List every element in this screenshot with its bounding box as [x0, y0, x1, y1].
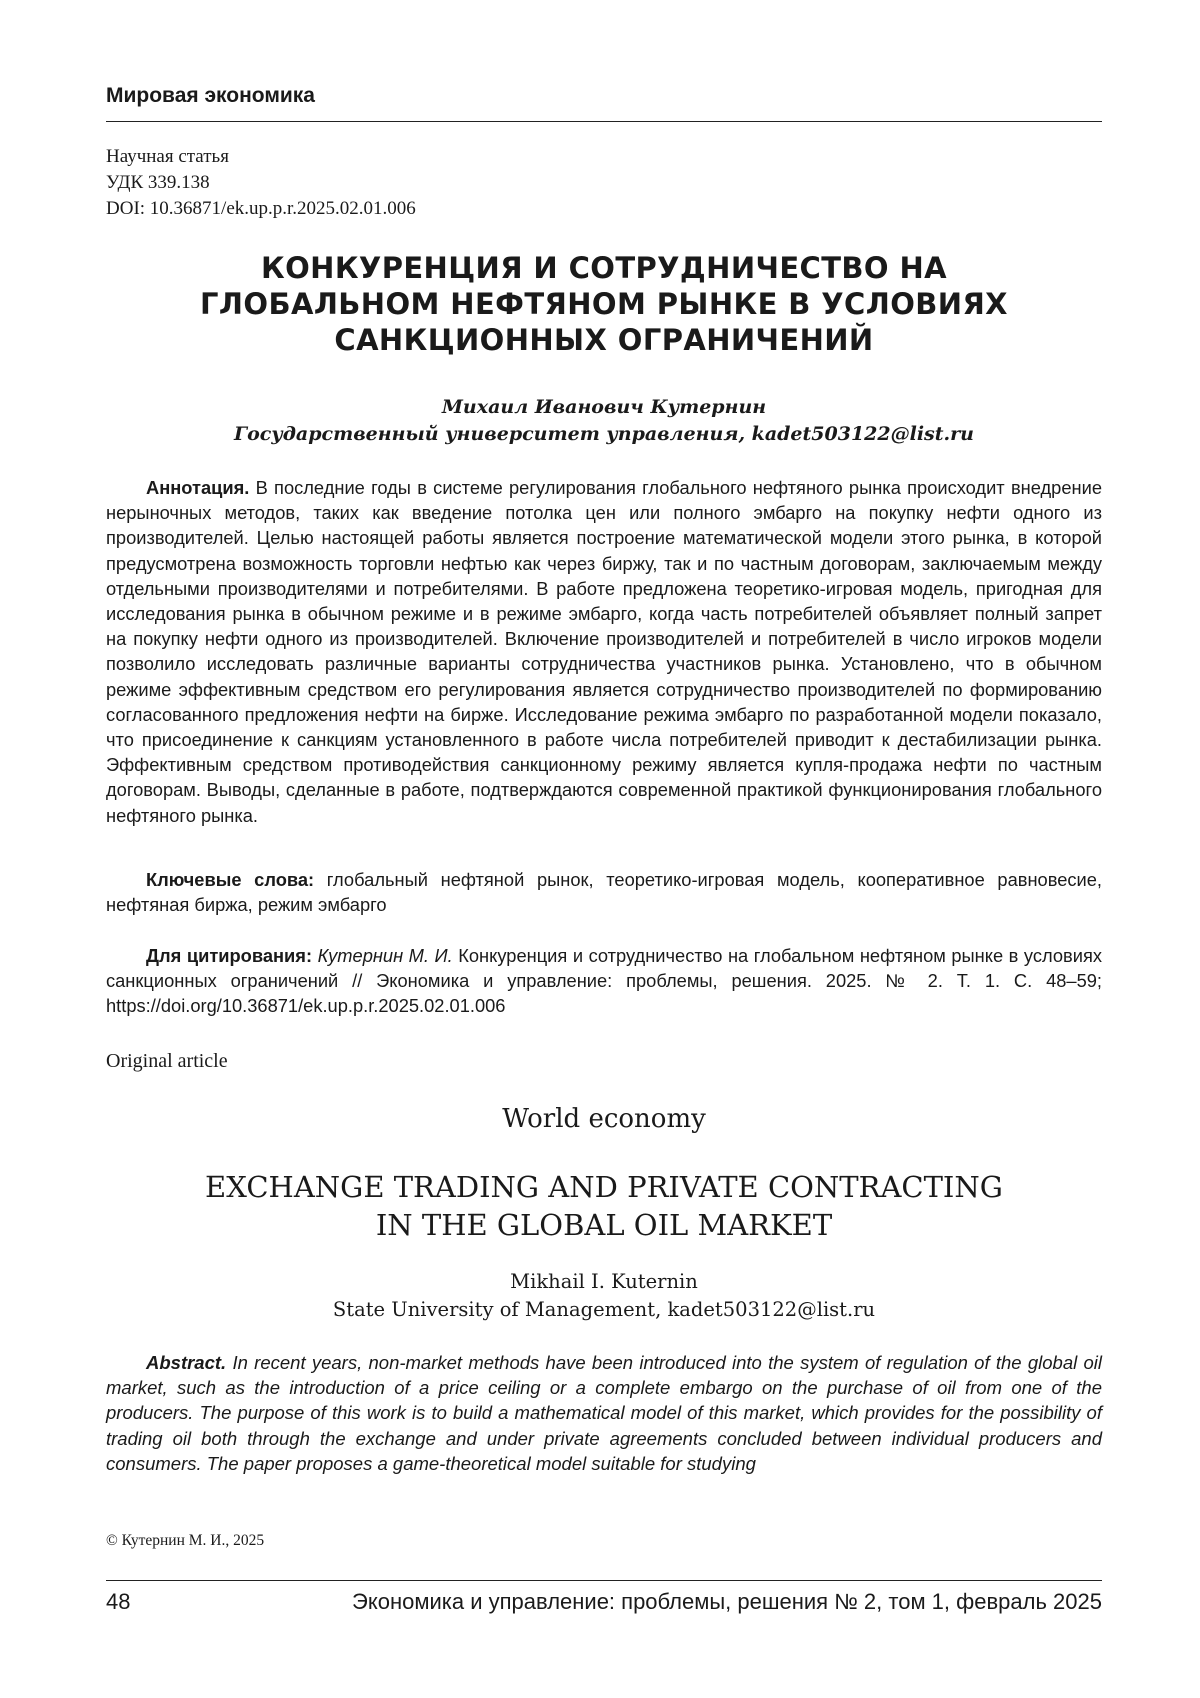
page-number: 48: [106, 1589, 130, 1615]
article-type: Научная статья: [106, 144, 416, 170]
abstract-ru-label: Аннотация.: [146, 477, 249, 498]
article-title-ru: [106, 250, 1102, 358]
article-meta: [106, 144, 416, 222]
author-block-ru: [106, 394, 1102, 448]
title-ru-line-2: ГЛОБАЛЬНОМ НЕФТЯНОМ РЫНКЕ В УСЛОВИЯХ: [106, 286, 1102, 322]
section-title-en: World economy: [106, 1104, 1102, 1134]
author-affiliation-en: State University of Management, kadet503122@list.ru: [106, 1296, 1102, 1324]
citation-ru-text: Конкуренция и сотрудничество на глобальном нефтяном рынке в условиях санкционных ограничений // Экономика и управление: проблемы, решения. 2025. № 2. Т. 1. С. 48–59; https://doi.org/10.36871/ek.up.p.r.2025.02.01.006: [106, 945, 1102, 1016]
journal-footer: Экономика и управление: проблемы, решения № 2, том 1, февраль 2025: [352, 1589, 1102, 1615]
copyright-notice: © Кутернин М. И., 2025: [106, 1532, 264, 1550]
author-block-en: [106, 1268, 1102, 1324]
abstract-ru-text: В последние годы в системе регулирования глобального нефтяного рынка происходит внедрение нерыночных методов, таких как введение потолка цен или полного эмбарго на покупку нефти одного из производителей. Целью настоящей работы является построение математической модели этого рынка, в которой предусмотрена возможность торговли нефтью как через биржу, так и по частным договорам, заключаемым между отдельными производителями и потребителями. В работе предложена теоретико-игровая модель, пригодная для исследования рынка в обычном режиме и в режиме эмбарго, когда часть потребителей объявляет полный запрет на покупку нефти одного из производителей. Включение производителей и потребителей в число игроков модели позволило исследовать различные варианты сотрудничества участников рынка. Установлено, что в обычном режиме эффективным средством его регулирования является сотрудничество производителей по формированию согласованного предложения нефти на бирже. Исследование режима эмбарго по разработанной модели показало, что присоединение к санкциям установленного в работе числа потребителей приводит к дестабилизации рынка. Эффективным средством противодействия санкционному режиму является купля-продажа нефти по частным договорам. Выводы, сделанные в работе, подтверждаются современной практикой функционирования глобального нефтяного рынка.: [106, 477, 1102, 826]
citation-ru-authors: Кутернин М. И.: [312, 945, 453, 966]
title-en-line-1: EXCHANGE TRADING AND PRIVATE CONTRACTING: [106, 1168, 1102, 1206]
title-ru-line-3: САНКЦИОННЫХ ОГРАНИЧЕНИЙ: [106, 322, 1102, 358]
author-name-ru: Михаил Иванович Кутернин: [106, 394, 1102, 421]
article-title-en: [106, 1168, 1102, 1244]
article-type-en: Original article: [106, 1050, 228, 1073]
udc-code: УДК 339.138: [106, 170, 416, 196]
citation-ru: [106, 943, 1102, 1019]
abstract-en: [106, 1350, 1102, 1476]
doi: DOI: 10.36871/ek.up.p.r.2025.02.01.006: [106, 196, 416, 222]
title-en-line-2: IN THE GLOBAL OIL MARKET: [106, 1206, 1102, 1244]
abstract-en-label: Abstract.: [146, 1352, 226, 1373]
abstract-ru: [106, 475, 1102, 828]
section-header: Мировая экономика: [106, 84, 315, 108]
keywords-ru-text: глобальный нефтяной рынок, теоретико-игровая модель, кооперативное равновесие, нефтяная биржа, режим эмбарго: [106, 869, 1102, 915]
footer-divider: [106, 1580, 1102, 1581]
keywords-ru: [106, 867, 1102, 917]
title-ru-line-1: КОНКУРЕНЦИЯ И СОТРУДНИЧЕСТВО НА: [106, 250, 1102, 286]
citation-ru-label: Для цитирования:: [146, 945, 312, 966]
author-name-en: Mikhail I. Kuternin: [106, 1268, 1102, 1296]
keywords-ru-label: Ключевые слова:: [146, 869, 314, 890]
author-affiliation-ru: Государственный университет управления, kadet503122@list.ru: [106, 421, 1102, 448]
header-divider: [106, 121, 1102, 122]
journal-page: [0, 0, 1200, 1698]
abstract-en-text: In recent years, non-market methods have been introduced into the system of regulation of the global oil market, such as the introduction of a price ceiling or a complete embargo on the purchase of oil from one of the producers. The purpose of this work is to build a mathematical model of this market, which provides for the possibility of trading oil both through the exchange and under private agreements concluded between individual producers and consumers. The paper proposes a game-theoretical model suitable for studying: [106, 1352, 1102, 1474]
